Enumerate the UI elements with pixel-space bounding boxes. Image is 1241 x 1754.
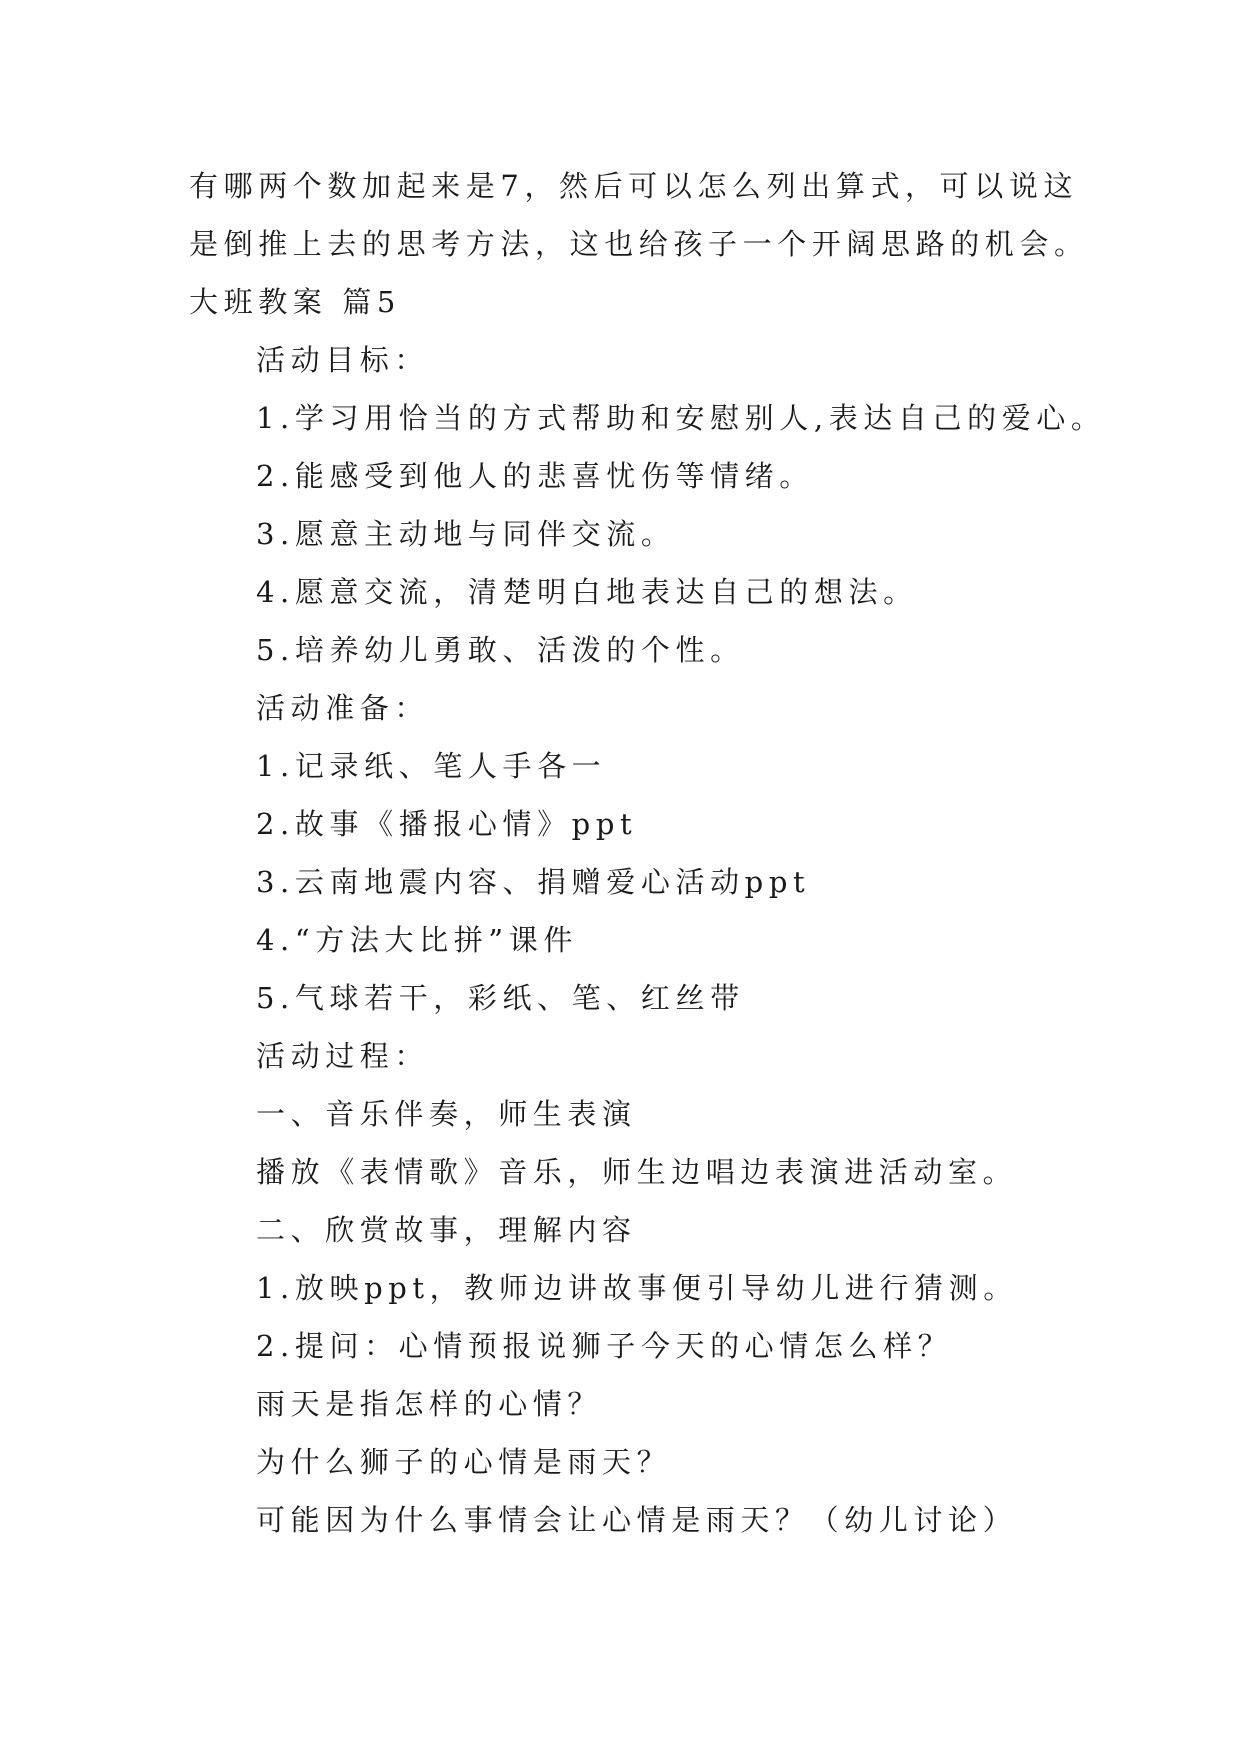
step-heading: 二、欣赏故事，理解内容 bbox=[256, 1213, 637, 1247]
paragraph-line: 是倒推上去的思考方法，这也给孩子一个开阔思路的机会。 bbox=[189, 227, 1089, 261]
list-item: 1.学习用恰当的方式帮助和安慰别人,表达自己的爱心。 bbox=[256, 401, 1106, 435]
list-item: 2.故事《播报心情》ppt bbox=[256, 807, 638, 841]
list-item: 2.能感受到他人的悲喜忧伤等情绪。 bbox=[256, 459, 814, 493]
step-heading: 一、音乐伴奏，师生表演 bbox=[256, 1097, 637, 1131]
paragraph-line: 有哪两个数加起来是7，然后可以怎么列出算式，可以说这 bbox=[189, 169, 1079, 203]
subheading-objectives: 活动目标： bbox=[256, 343, 430, 377]
list-item: 1.记录纸、笔人手各一 bbox=[256, 749, 607, 783]
question-line: 雨天是指怎样的心情？ bbox=[256, 1387, 603, 1421]
question-line: 为什么狮子的心情是雨天？ bbox=[256, 1445, 672, 1479]
list-item: 4.愿意交流，清楚明白地表达自己的想法。 bbox=[256, 575, 918, 609]
list-item: 3.云南地震内容、捐赠爱心活动ppt bbox=[256, 865, 811, 899]
section-heading: 大班教案 篇5 bbox=[189, 285, 401, 319]
list-item: 2.提问：心情预报说狮子今天的心情怎么样？ bbox=[256, 1329, 953, 1363]
list-item: 1.放映ppt，教师边讲故事便引导幼儿进行猜测。 bbox=[256, 1271, 1018, 1305]
list-item: 5.培养幼儿勇敢、活泼的个性。 bbox=[256, 633, 745, 667]
question-line: 可能因为什么事情会让心情是雨天？（幼儿讨论） bbox=[256, 1503, 1018, 1537]
list-item: 3.愿意主动地与同伴交流。 bbox=[256, 517, 676, 551]
subheading-process: 活动过程： bbox=[256, 1039, 430, 1073]
list-item: 4.“方法大比拼”课件 bbox=[256, 923, 578, 957]
list-item: 5.气球若干，彩纸、笔、红丝带 bbox=[256, 981, 745, 1015]
subheading-preparation: 活动准备： bbox=[256, 691, 430, 725]
paragraph-line: 播放《表情歌》音乐，师生边唱边表演进活动室。 bbox=[256, 1155, 1018, 1189]
